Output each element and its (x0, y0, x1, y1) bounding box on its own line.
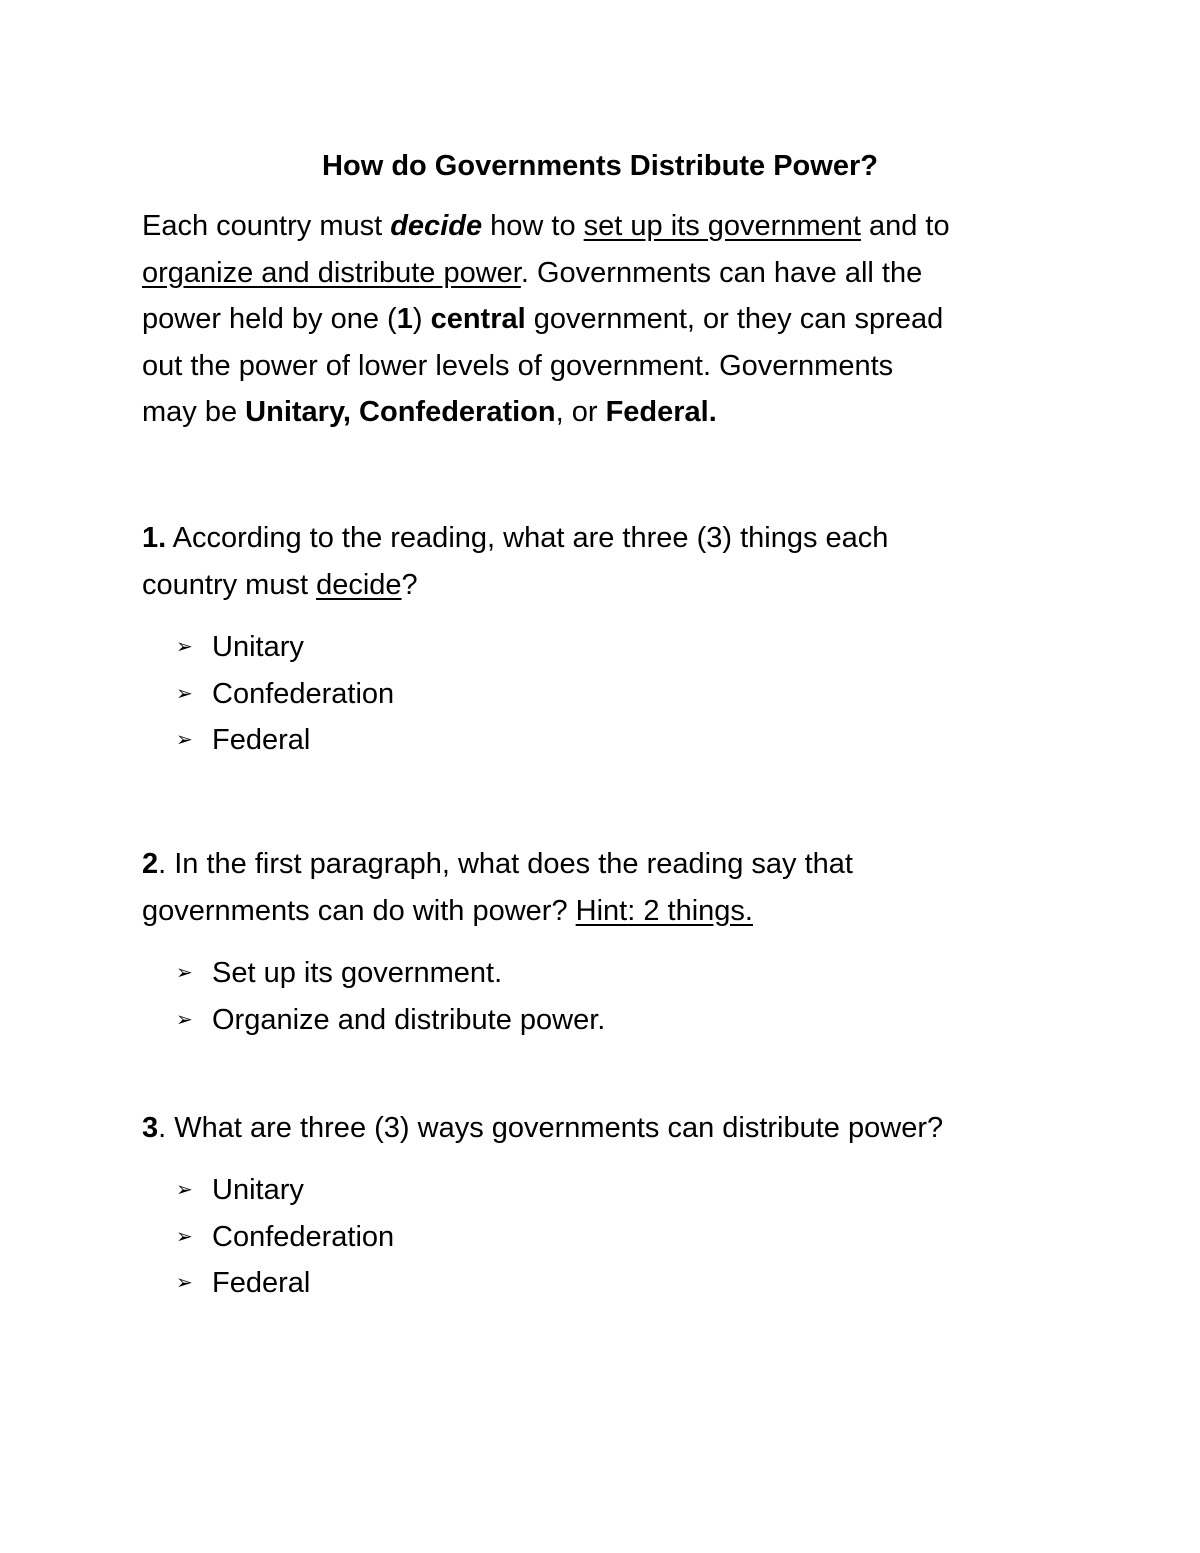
intro-text: may be (142, 396, 246, 428)
question-text: According to the reading, what are three (3) things each (166, 522, 889, 554)
intro-text: government, or they can spread (525, 303, 944, 335)
arrowhead-bullet-icon: ➢ (176, 1272, 193, 1294)
intro-text: . Governments can have all the (520, 256, 923, 289)
answer-text: Confederation (212, 677, 395, 710)
intro-line-1 (142, 203, 1062, 250)
arrowhead-bullet-icon: ➢ (176, 1179, 193, 1201)
intro-line-4: out the power of lower levels of government. Governments (142, 349, 894, 382)
list-item (176, 997, 605, 1044)
answer-text: Federal (212, 724, 311, 756)
arrowhead-bullet-icon: ➢ (176, 1225, 193, 1248)
question-3-line-1 (142, 1105, 1062, 1152)
intro-line-2 (142, 250, 1062, 297)
question-2-line-2 (142, 888, 1062, 935)
list-item (176, 1167, 394, 1214)
question-1-line-2 (142, 562, 1062, 609)
list-item (176, 1260, 394, 1307)
intro-bold-federal: Federal. (605, 396, 717, 428)
question-number: 2 (142, 848, 159, 880)
answer-text: Confederation (212, 1220, 395, 1253)
intro-text: how to (482, 210, 584, 242)
answer-text: Unitary (212, 631, 304, 663)
question-underline-decide: decide (316, 568, 402, 601)
intro-paragraph (142, 203, 1062, 436)
arrowhead-bullet-icon: ➢ (176, 729, 193, 751)
intro-text: , or (555, 396, 606, 428)
list-item (176, 624, 394, 671)
intro-underline-organize: organize and distribute power (142, 256, 521, 289)
question-hint: Hint: 2 things. (575, 894, 753, 927)
list-item (176, 717, 394, 764)
intro-bold-types: Unitary, Confederation (245, 396, 556, 428)
arrowhead-bullet-icon: ➢ (176, 1008, 193, 1031)
question-3 (142, 1105, 1062, 1152)
question-number: 1. (142, 522, 167, 554)
answer-list-3 (176, 1167, 394, 1307)
question-text: ? (401, 568, 418, 601)
answer-text: Federal (212, 1267, 311, 1299)
intro-bold-one: 1 (396, 303, 413, 335)
intro-line-3 (142, 296, 1062, 343)
answer-text: Unitary (212, 1174, 304, 1206)
list-item (176, 1214, 394, 1261)
question-2 (142, 841, 1062, 934)
question-text: . In the first paragraph, what does the reading say that (158, 848, 853, 880)
answer-list-1 (176, 624, 394, 764)
arrowhead-bullet-icon: ➢ (176, 682, 193, 705)
intro-underline-setup: set up its government (583, 210, 861, 242)
list-item (176, 671, 394, 718)
question-number: 3 (142, 1112, 159, 1144)
intro-emphasis-decide: decide (390, 210, 483, 242)
arrowhead-bullet-icon: ➢ (176, 962, 193, 984)
answer-list-2 (176, 950, 605, 1043)
intro-text: ) (412, 303, 431, 335)
question-text: country must (142, 568, 317, 601)
intro-text: and to (860, 210, 950, 242)
intro-text: power held by one ( (142, 303, 397, 335)
page-title: How do Governments Distribute Power? (322, 150, 878, 182)
question-1 (142, 515, 1062, 608)
list-item (176, 950, 605, 997)
question-2-line-1 (142, 841, 1062, 888)
answer-text: Organize and distribute power. (212, 1003, 606, 1036)
intro-line-5 (142, 389, 1062, 436)
intro-bold-central: central (430, 303, 526, 335)
arrowhead-bullet-icon: ➢ (176, 636, 193, 658)
answer-text: Set up its government. (212, 957, 503, 989)
intro-text: Each country must (142, 210, 391, 242)
question-text: governments can do with power? (142, 894, 576, 927)
question-text: . What are three (3) ways governments can distribute power? (158, 1112, 944, 1144)
question-1-line-1 (142, 515, 1062, 562)
